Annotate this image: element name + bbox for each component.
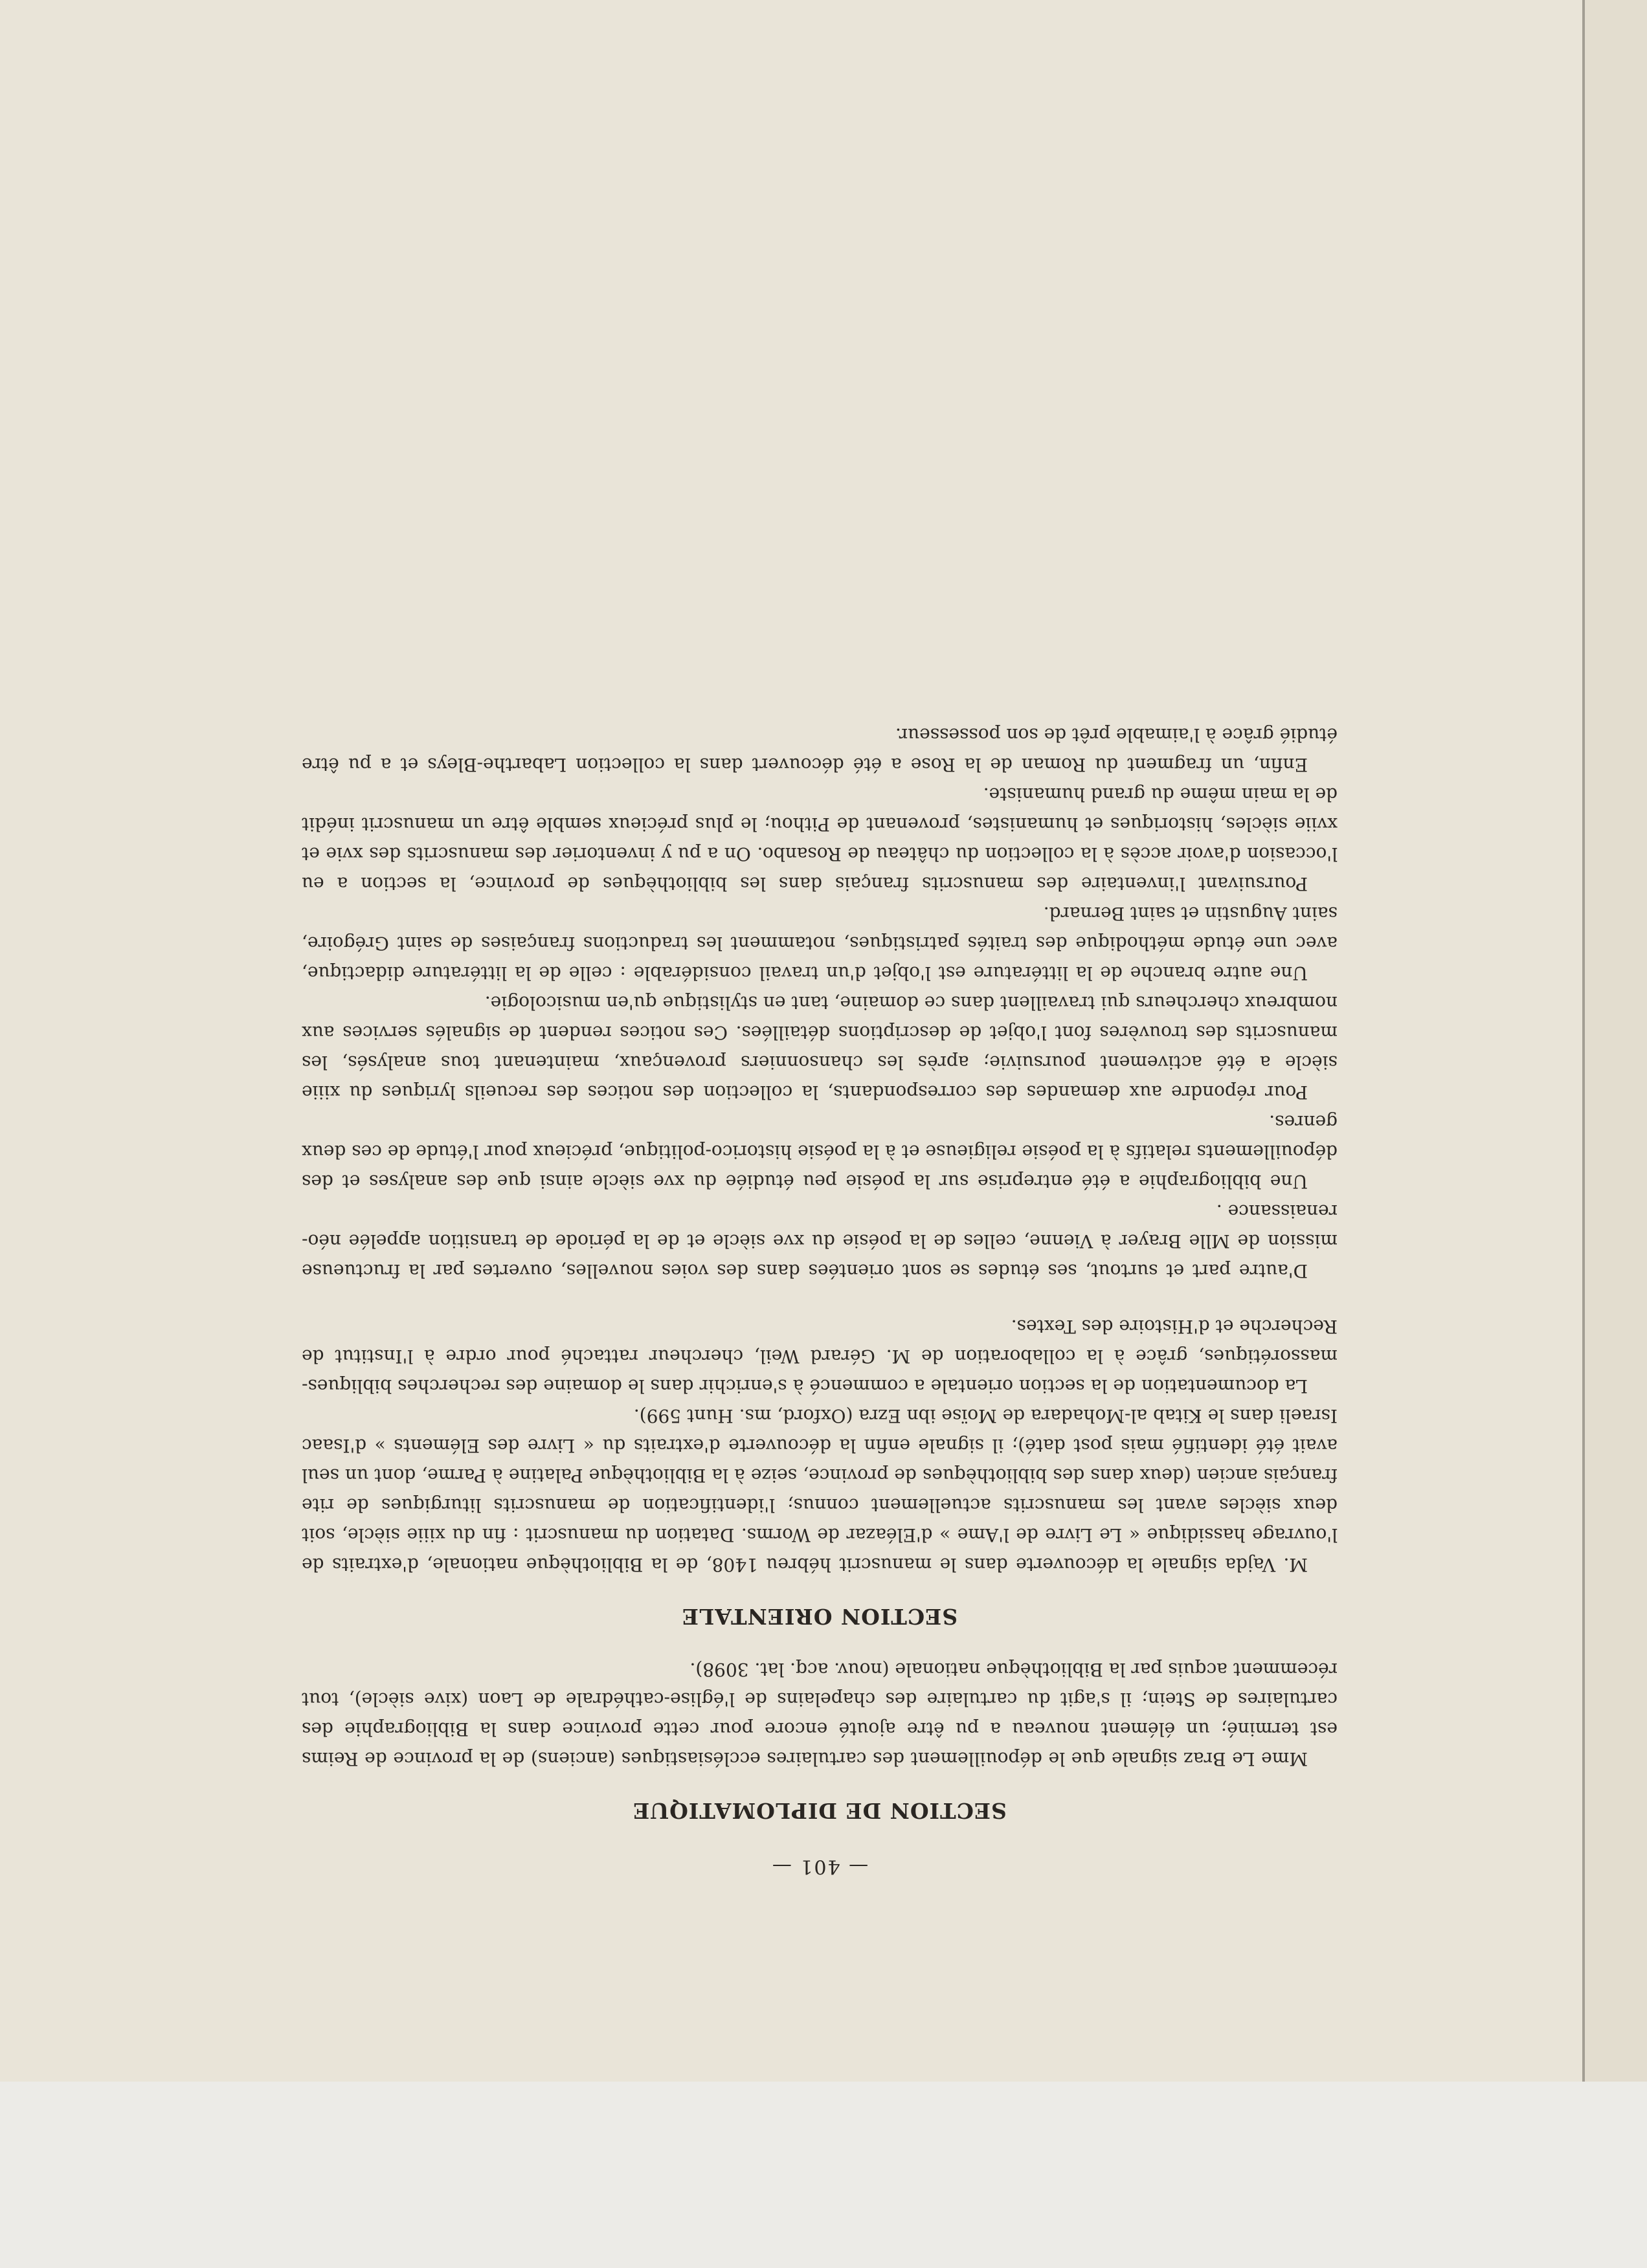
page-number: — 401 —	[770, 1855, 869, 1878]
section-title-orientale: SECTION ORIENTALE	[681, 1604, 958, 1629]
paragraph: Une autre branche de la littérature est l'objet d'un travail considérable : celle de la littérature didactique, avec une étude méthodique des traités patristiques, notamment les traductions françaises de saint Grégoire, saint Augustin et saint Bernard.	[302, 903, 1338, 984]
paper-margin-shade	[1585, 0, 1647, 2082]
paragraph: D'autre part et surtout, ses études se sont orientées dans des voies nouvelles, ouvertes par la fructueuse mission de Mlle Brayer à Vienne, celles de la poésie du xve siècle et de la période de transition appelée néo-renaissance .	[302, 1201, 1338, 1282]
paragraph: Mme Le Braz signale que le dépouillement des cartulaires ecclésiastiques (anciens) de la province de Reims est terminé; un élément nouveau a pu être ajouté encore pour cette province dans la Bibliographie des cartulaires de Stein; il s'agit du cartulaire des chapelains de l'église-cathédrale de Laon (xive siècle), tout récemment acquis par la Bibliothèque nationale (nouv. acq. lat. 3098).	[302, 1659, 1338, 1770]
paragraph: Pour répondre aux demandes des correspondants, la collection des notices des recueils lyriques du xiiie siècle a été activement poursuivie; après les chansonniers provençaux, maintenant tous analysés, les manuscrits des trouvères font l'objet de descriptions détaillées. Ces notices rendent de signalés services aux nombreux chercheurs qui travaillent dans ce domaine, tant en stylistique qu'en musicologie.	[302, 992, 1338, 1103]
section-title-diplomatique: SECTION DE DIPLOMATIQUE	[633, 1798, 1007, 1823]
paragraph: La documentation de la section orientale a commencé à s'enrichir dans le domaine des recherches bibliques-massorétiques, grâce à la collaboration de M. Gérard Weil, chercheur rattaché pour ordre à l'Institut de Recherche et d'Histoire des Textes.	[302, 1316, 1338, 1397]
text-block	[302, 720, 1338, 1881]
paragraph: Poursuivant l'inventaire des manuscrits français dans les bibliothèques de province, la section a eu l'occasion d'avoir accès à la collection du château de Rosanbo. On a pu y inventorier des manuscrits des xvie et xviie siècles, historiques et humanistes, provenant de Pithou; le plus précieux semble être un manuscrit inédit de la main même du grand humaniste.	[302, 784, 1338, 895]
paragraph: Une bibliographie a été entreprise sur la poésie peu étudiée du xve siècle ainsi que des analyses et des dépouillements relatifs à la poésie religieuse et à la poésie historico-politique, précieux pour l'étude de ces deux genres.	[302, 1111, 1338, 1192]
paragraph: M. Vajda signale la découverte dans le manuscrit hébreu 1408, de la Bibliothèque nationale, d'extraits de l'ouvrage hassidique « Le Livre de l'Ame » d'Eléazar de Worms. Datation du manuscrit : fin du xiiie siècle, soit deux siècles avant les manuscrits actuellement connus; l'identification de manuscrits liturgiques de rite français ancien (deux dans des bibliothèques de province, seize à la Bibliothèque Palatine à Parme, dont un seul avait été identifié mais post daté); il signale enfin la découverte d'extraits du « Livre des Eléments » d'Isaac Israeli dans le Kitab al-Mohadara de Moïse ibn Ezra (Oxford, ms. Hunt 599).	[302, 1405, 1338, 1575]
paragraph: Enfin, un fragment du Roman de la Rose a été découvert dans la collection Labarthe-Bleys et a pu être étudié grâce à l'aimable prêt de son possesseur.	[302, 724, 1338, 775]
paper-edge-line	[1582, 0, 1585, 2082]
